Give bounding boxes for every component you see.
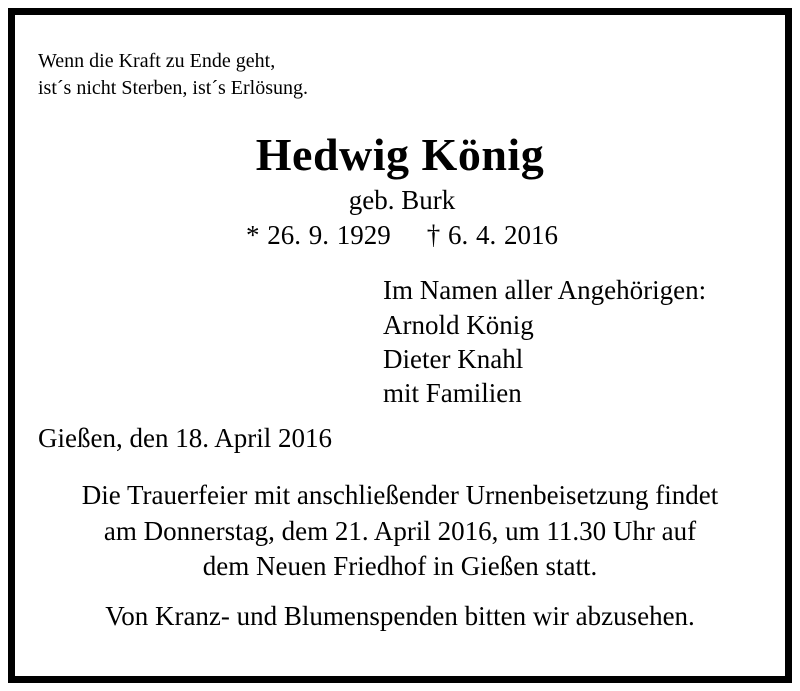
family-member: mit Familien [383,378,522,408]
life-dates [0,222,800,249]
ceremony-line-1: Die Trauerfeier mit anschließender Urnenbeisetzung findet [81,480,719,510]
ceremony-line-3: dem Neuen Friedhof in Gießen statt. [202,551,598,581]
family-member: Arnold König [383,310,534,340]
place-and-date: Gießen, den 18. April 2016 [38,423,332,453]
birth-date: * 26. 9. 1929 [246,220,391,250]
family-member: Dieter Knahl [383,344,524,374]
motto-line-1: Wenn die Kraft zu Ende geht, [38,50,276,72]
motto-line-2: ist´s nicht Sterben, ist´s Erlösung. [38,77,308,99]
deceased-name: Hedwig König [255,129,545,180]
death-date: † 6. 4. 2016 [426,220,558,250]
ceremony-line-2: am Donnerstag, dem 21. April 2016, um 11.30 Uhr auf [103,516,697,546]
flowers-note: Von Kranz- und Blumenspenden bitten wir abzusehen. [105,601,695,631]
maiden-name: geb. Burk [348,185,456,215]
family-intro: Im Namen aller Angehörigen: [383,275,707,305]
